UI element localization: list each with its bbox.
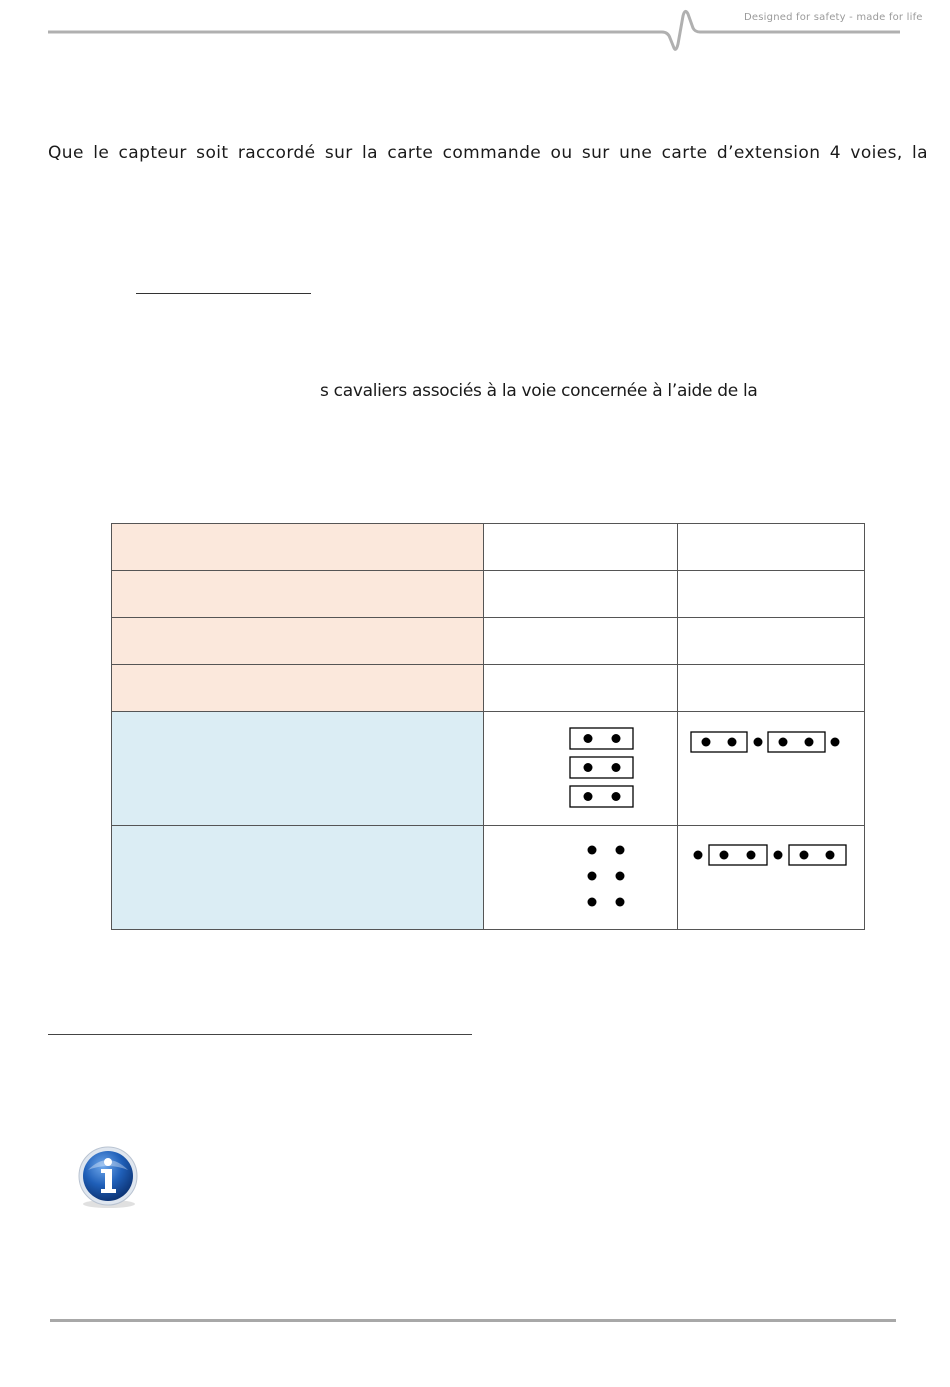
table-cell-label [112,524,484,571]
table-row [112,712,865,826]
table-cell-label [112,571,484,618]
table-row [112,618,865,665]
heading-underline [136,293,311,294]
table-cell-label [112,665,484,712]
section-underline [48,1034,472,1035]
table-cell [678,524,865,571]
table-cell [678,571,865,618]
table-row [112,665,865,712]
table-cell-label [112,712,484,826]
jumper-table [111,523,865,930]
table-cell [484,524,678,571]
table-cell [678,618,865,665]
table-cell [484,618,678,665]
table-cell-label [112,826,484,930]
vertical-jumpers-open-diagram [484,826,678,930]
paragraph-jumpers: s cavaliers associés à la voie concernée à l’aide de la [320,381,758,401]
table-cell [484,665,678,712]
header-logo-line [0,0,950,60]
horizontal-jumpers-12-45-diagram [678,712,865,826]
header-tagline: Designed for safety - made for life [744,12,923,23]
table-cell [678,665,865,712]
table-cell [484,571,678,618]
table-row [112,826,865,930]
footer-rule [50,1319,896,1322]
horizontal-jumpers-23-56-diagram [678,826,865,930]
info-icon [74,1142,144,1212]
table-row [112,524,865,571]
vertical-jumpers-fitted-diagram [484,712,678,826]
table-cell-label [112,618,484,665]
paragraph-intro: Que le capteur soit raccordé sur la carte commande ou sur une carte d’extension 4 voies, la [48,143,928,163]
table-row [112,571,865,618]
